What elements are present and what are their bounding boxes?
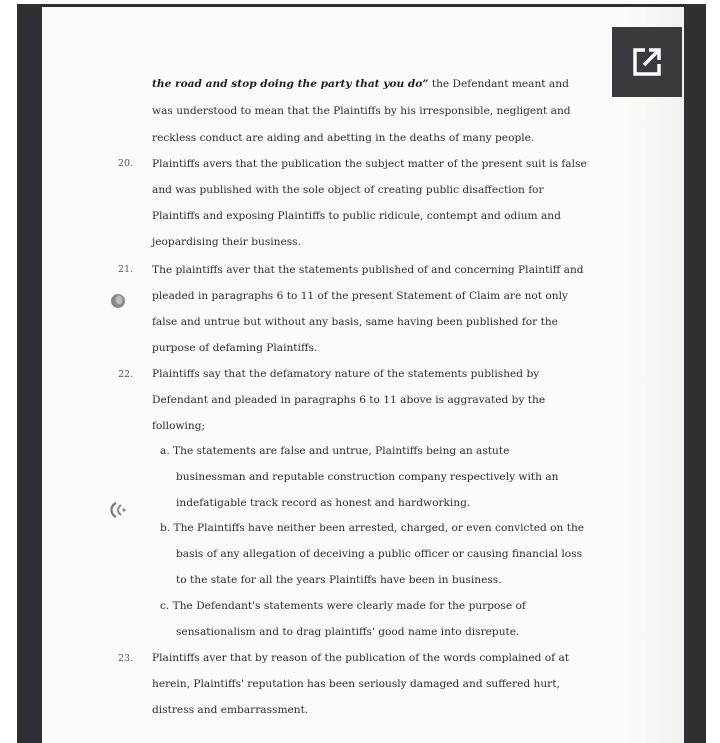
paragraph-23-line-1: Plaintiffs aver that by reason of the publication of the words complained of at bbox=[152, 652, 570, 664]
open-external-button[interactable] bbox=[612, 27, 682, 97]
intro-line-1 bbox=[152, 79, 569, 90]
sub-item-c-line-1: c. The Defendant's statements were clearly made for the purpose of bbox=[160, 600, 526, 612]
paragraph-22-line-2: Defendant and pleaded in paragraphs 6 to 11 above is aggravated by the bbox=[152, 394, 546, 406]
paragraph-22-line-1: Plaintiffs say that the defamatory nature of the statements published by bbox=[152, 368, 540, 380]
paragraph-23-line-2: herein, Plaintiffs' reputation has been seriously damaged and suffered hurt, bbox=[152, 678, 560, 690]
paragraph-23-line-3: distress and embarrassment. bbox=[152, 704, 309, 716]
intro-quote-bold: the road and stop doing the party that you do” bbox=[152, 78, 429, 90]
page-shadow bbox=[624, 7, 684, 743]
sub-item-a-line-2: businessman and reputable construction company respectively with an bbox=[176, 471, 559, 483]
paragraph-21-line-3: false and untrue but without any basis, same having been published for the bbox=[152, 316, 558, 328]
intro-rest: the Defendant meant and bbox=[428, 78, 569, 90]
paragraph-20-line-3: Plaintiffs and exposing Plaintiffs to public ridicule, contempt and odium and bbox=[152, 210, 561, 222]
paragraph-number-21: 21. bbox=[118, 264, 134, 275]
sub-item-a-line-3: indefatigable track record as honest and hardworking. bbox=[176, 497, 471, 509]
sub-item-c-line-2: sensationalism and to drag plaintiffs' good name into disrepute. bbox=[176, 626, 520, 638]
sub-item-b-line-2: basis of any allegation of deceiving a public officer or causing financial loss bbox=[176, 548, 583, 560]
sub-item-b-line-3: to the state for all the years Plaintiffs have been in business. bbox=[176, 574, 502, 586]
open-in-new-icon bbox=[630, 45, 664, 79]
paragraph-22-line-3: following; bbox=[152, 420, 206, 432]
sub-item-a-line-1: a. The statements are false and untrue, Plaintiffs being an astute bbox=[160, 445, 510, 457]
paragraph-21-line-1: The plaintiffs aver that the statements published of and concerning Plaintiff and bbox=[152, 264, 584, 276]
document-page[interactable] bbox=[42, 7, 684, 743]
paragraph-number-22: 22. bbox=[118, 369, 134, 380]
paragraph-20-line-1: Plaintiffs avers that the publication the subject matter of the present suit is false bbox=[152, 158, 587, 170]
paragraph-20-line-4: jeopardising their business. bbox=[152, 236, 301, 248]
paragraph-number-23: 23. bbox=[118, 653, 134, 664]
sub-item-b-line-1: b. The Plaintiffs have neither been arrested, charged, or even convicted on the bbox=[160, 522, 585, 534]
paragraph-21-line-2: pleaded in paragraphs 6 to 11 of the present Statement of Claim are not only bbox=[152, 290, 569, 302]
punch-hole-mark bbox=[108, 291, 128, 311]
paragraph-number-20: 20. bbox=[118, 158, 134, 169]
intro-line-3: reckless conduct are aiding and abetting in the deaths of many people. bbox=[152, 132, 535, 144]
intro-line-2: was understood to mean that the Plaintiffs by his irresponsible, negligent and bbox=[152, 105, 571, 117]
paragraph-21-line-4: purpose of defaming Plaintiffs. bbox=[152, 342, 318, 354]
punch-hole-mark bbox=[108, 500, 130, 520]
paragraph-20-line-2: and was published with the sole object of creating public disaffection for bbox=[152, 184, 544, 196]
